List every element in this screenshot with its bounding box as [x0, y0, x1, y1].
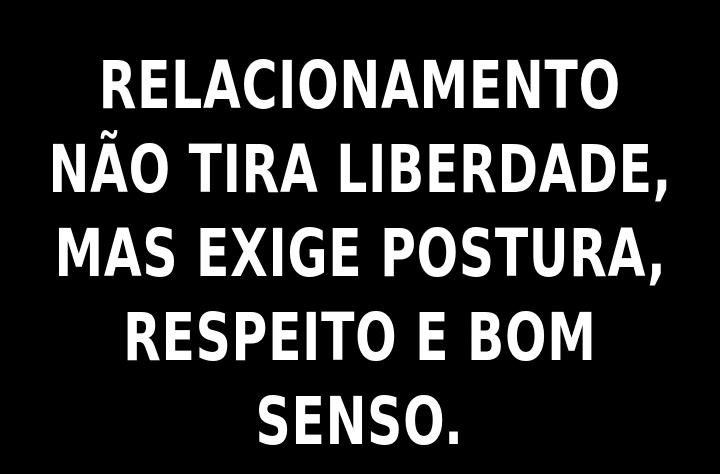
quote-line-1: RELACIONAMENTO: [98, 47, 622, 124]
quote-line-3: MAS EXIGE POSTURA,: [54, 215, 666, 292]
quote-line-5: SENSO.: [255, 383, 465, 460]
quote-line-4: RESPEITO E BOM: [123, 299, 597, 376]
quote-line-2: NÃO TIRA LIBERDADE,: [48, 131, 672, 208]
